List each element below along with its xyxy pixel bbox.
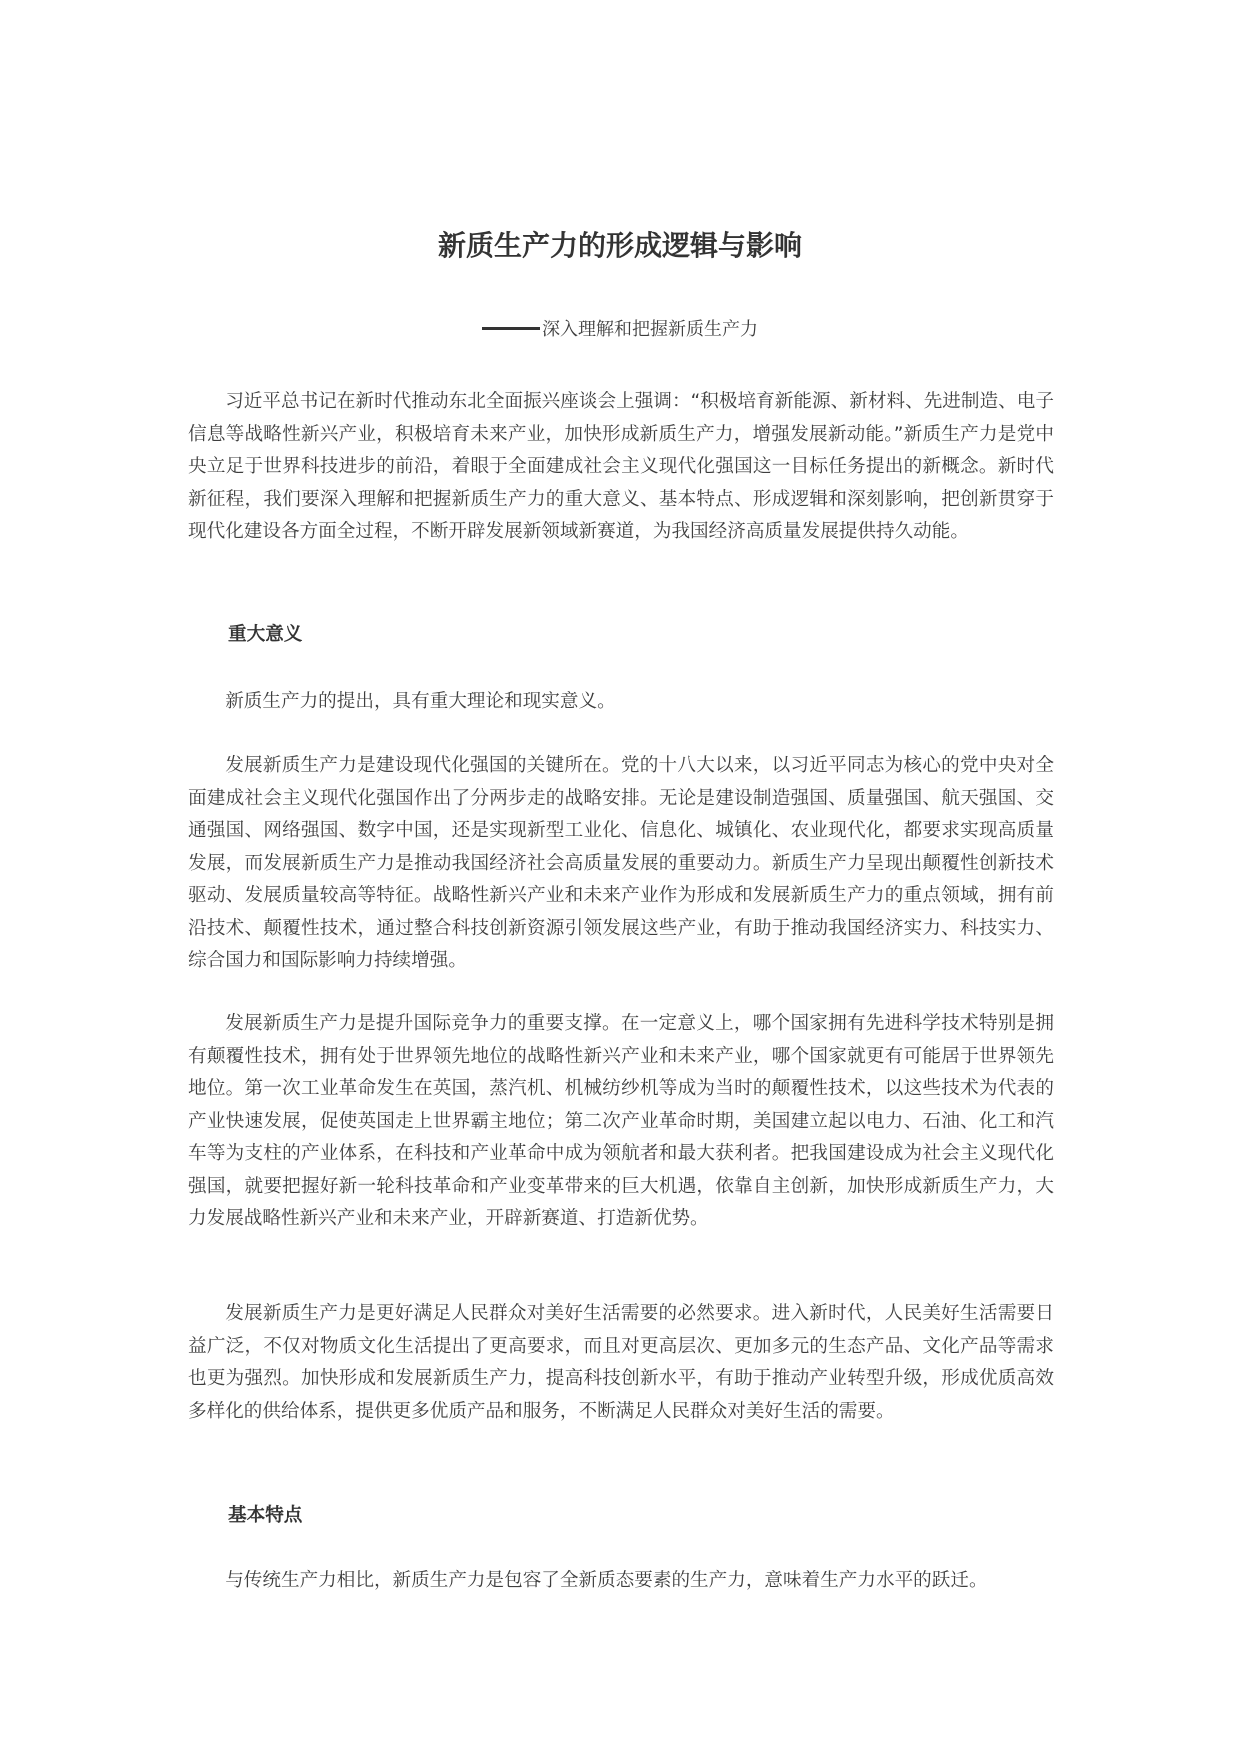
paragraph-modern-power: 发展新质生产力是建设现代化强国的关键所在。党的十八大以来，以习近平同志为核心的党中央对全面建成社会主义现代化强国作出了分两步走的战略安排。无论是建设制造强国、质量强国、航天强国、交通强国、网络强国、数字中国，还是实现新型工业化、信息化、城镇化、农业现代化，都要求实现高质量发展，而发展新质生产力是推动我国经济社会高质量发展的重要动力。新质生产力呈现出颠覆性创新技术驱动、发展质量较高等特征。战略性新兴产业和未来产业作为形成和发展新质生产力的重点领域，拥有前沿技术、颠覆性技术，通过整合科技创新资源引领发展这些产业，有助于推动我国经济实力、科技实力、综合国力和国际影响力持续增强。 (188, 755, 1054, 971)
document-title: 新质生产力的形成逻辑与影响 (437, 228, 802, 262)
em-dash-line (482, 327, 540, 330)
section-heading-characteristics: 基本特点 (228, 1505, 303, 1526)
section-heading-significance: 重大意义 (228, 624, 303, 645)
subtitle-text: 深入理解和把握新质生产力 (542, 319, 758, 340)
paragraph-significance-intro: 新质生产力的提出，具有重大理论和现实意义。 (225, 691, 616, 712)
intro-paragraph: 习近平总书记在新时代推动东北全面振兴座谈会上强调：“积极培育新能源、新材料、先进制造、电子信息等战略性新兴产业，积极培育未来产业，加快形成新质生产力，增强发展新动能。”新质生产力是党中央立足于世界科技进步的前沿，着眼于全面建成社会主义现代化强国这一目标任务提出的新概念。新时代新征程，我们要深入理解和把握新质生产力的重大意义、基本特点、形成逻辑和深刻影响，把创新贯穿于现代化建设各方面全过程，不断开辟发展新领域新赛道，为我国经济高质量发展提供持久动能。 (188, 391, 1054, 542)
paragraph-characteristics-intro: 与传统生产力相比，新质生产力是包容了全新质态要素的生产力，意味着生产力水平的跃迁。 (225, 1570, 988, 1591)
document-subtitle (0, 316, 1240, 344)
paragraph-better-life: 发展新质生产力是更好满足人民群众对美好生活需要的必然要求。进入新时代，人民美好生活需要日益广泛，不仅对物质文化生活提出了更高要求，而且对更高层次、更加多元的生态产品、文化产品等需求也更为强烈。加快形成和发展新质生产力，提高科技创新水平，有助于推动产业转型升级，形成优质高效多样化的供给体系，提供更多优质产品和服务，不断满足人民群众对美好生活的需要。 (188, 1303, 1054, 1422)
paragraph-international-competitiveness: 发展新质生产力是提升国际竞争力的重要支撑。在一定意义上，哪个国家拥有先进科学技术特别是拥有颠覆性技术，拥有处于世界领先地位的战略性新兴产业和未来产业，哪个国家就更有可能居于世界领先地位。第一次工业革命发生在英国，蒸汽机、机械纺纱机等成为当时的颠覆性技术，以这些技术为代表的产业快速发展，促使英国走上世界霸主地位；第二次产业革命时期，美国建立起以电力、石油、化工和汽车等为支柱的产业体系，在科技和产业革命中成为领航者和最大获利者。把我国建设成为社会主义现代化强国，就要把握好新一轮科技革命和产业变革带来的巨大机遇，依靠自主创新，加快形成新质生产力，大力发展战略性新兴产业和未来产业，开辟新赛道、打造新优势。 (188, 1013, 1054, 1229)
